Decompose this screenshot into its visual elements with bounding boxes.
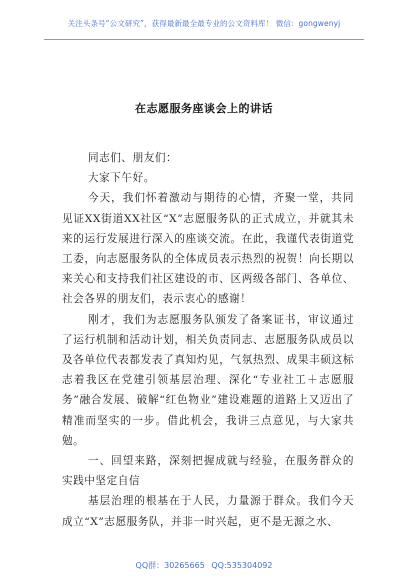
section-heading: 一、回望来路，深刻把握成就与经验，在服务群众的实践中坚定自信 xyxy=(62,455,354,488)
document-title: 在志愿服务座谈会上的讲话 xyxy=(135,102,273,115)
paragraph: 今天，我们怀着激动与期待的心情，齐聚一堂，共同见证XX街道XX社区“X”志愿服务队的正式成立，并就其未来的运行发展进行深入的座谈交流。在此，我谨代表街道党工委，向志愿服务队的全体成员表示热烈的祝贺！向长期以来关心和支持我们社区建设的市、区两级各部门、各单位、社会各界的朋友们，表示衷心的感谢！ xyxy=(62,192,354,306)
paragraph: 基层治理的根基在于人民，力量源于群众。我们今天成立“X”志愿服务队，并非一时兴起，更不是无源之水、 xyxy=(62,495,354,528)
qq-text: QQ:535304092 xyxy=(211,561,273,570)
header-divider xyxy=(44,39,364,40)
salutation: 同志们、朋友们： xyxy=(88,152,178,164)
paragraph: 刚才，我们为志愿服务队颁发了备案证书，审议通过了运行机制和活动计划，相关负责同志、志愿服务队成员以及各单位代表都发表了真知灼见，气氛热烈、成果丰硕这标志着我区在党建引领基层治理、深化“专业社工＋志愿服务”融合发展、破解“红色物业”建设难题的道路上又迈出了精准而坚实的一步。借此机会，我讲三点意见，与大家共勉。 xyxy=(62,313,354,447)
paragraph: 大家下午好。 xyxy=(88,172,155,185)
contact-footer xyxy=(0,560,408,571)
document-body xyxy=(62,148,354,532)
promo-header: 关注头条号“公文研究”，获得最新最全最专业的公文资料库！ 微信：gongwenyj xyxy=(67,19,341,28)
qq-group-text: QQ群：30265665 xyxy=(135,561,205,570)
